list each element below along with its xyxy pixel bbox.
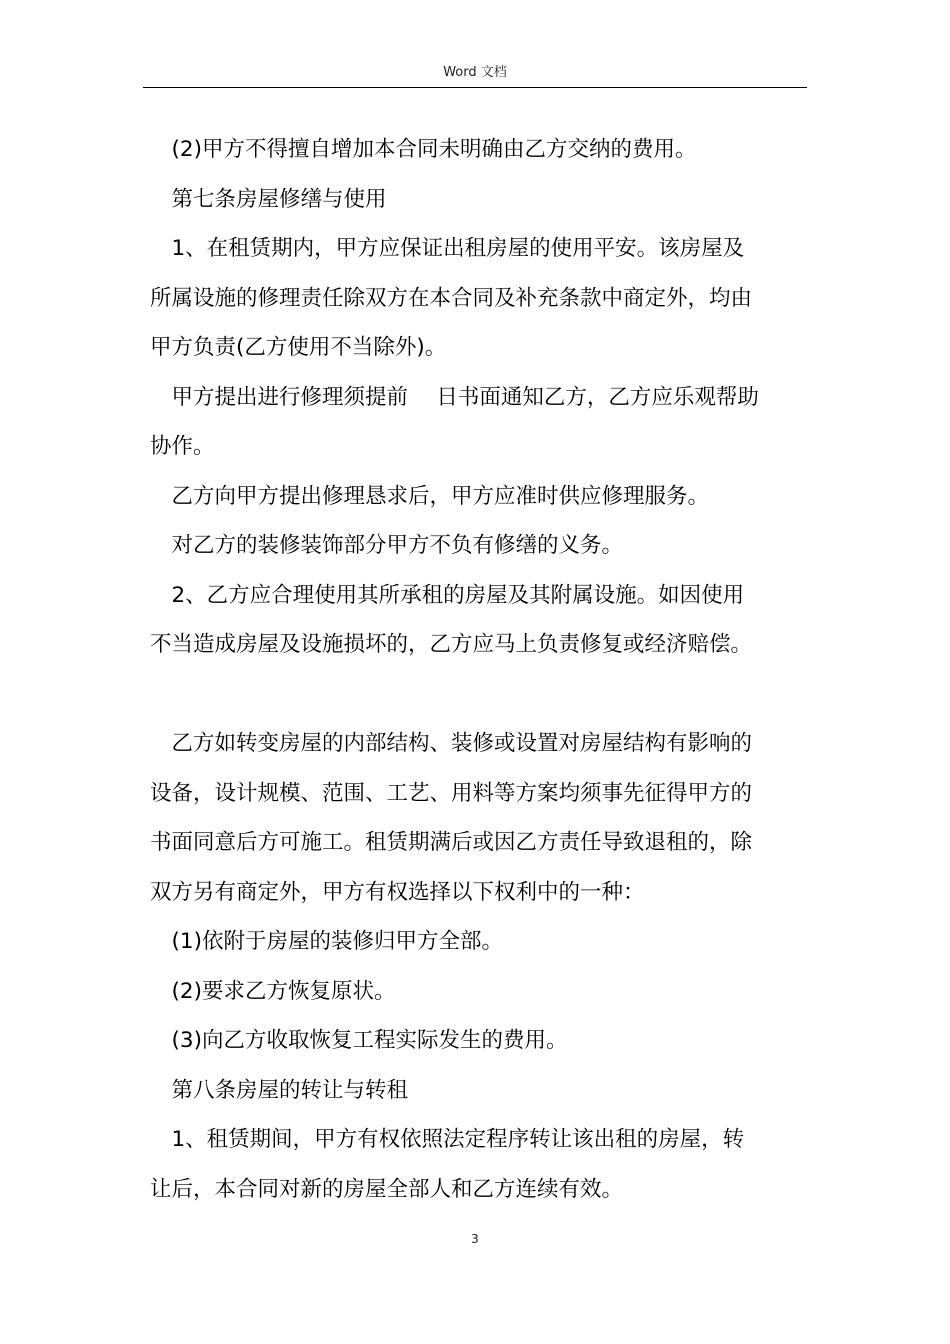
paragraph-line: 乙方向甲方提出修理恳求后，甲方应准时供应修理服务。 [150,483,710,509]
section-heading: 第八条房屋的转让与转租 [150,1077,409,1103]
paragraph-line: 设备，设计规模、范围、工艺、用料等方案均须事先征得甲方的 [150,780,753,806]
paragraph-line: 2、乙方应合理使用其所承租的房屋及其附属设施。如因使用 [150,582,745,608]
list-item: (1)依附于房屋的装修归甲方全部。 [150,929,503,954]
paragraph-line: 双方另有商定外，甲方有权选择以下权利中的一种： [150,879,645,905]
paragraph-line: 甲方负责(乙方使用不当除外)。 [150,335,447,360]
paragraph-line: 乙方如转变房屋的内部结构、装修或设置对房屋结构有影响的 [150,731,753,756]
header-divider [143,87,807,88]
page-header: Word 文档 [443,65,507,80]
list-item: (2)要求乙方恢复原状。 [150,978,396,1004]
paragraph-line: 协作。 [150,434,215,459]
paragraph-line: (2)甲方不得擅自增加本合同未明确由乙方交纳的费用。 [150,137,697,162]
document-body [150,125,810,1214]
paragraph-line: 1、在租赁期内，甲方应保证出租房屋的使用平安。该房屋及 [150,236,745,261]
paragraph-line: 书面同意后方可施工。租赁期满后或因乙方责任导致退租的，除 [150,830,753,855]
blank-line [150,670,810,720]
paragraph-line: 不当造成房屋及设施损坏的，乙方应马上负责修复或经济赔偿。 [150,632,753,657]
paragraph-line: 让后，本合同对新的房屋全部人和乙方连续有效。 [150,1176,624,1202]
section-heading: 第七条房屋修缮与使用 [150,186,387,212]
paragraph-line: 所属设施的修理责任除双方在本合同及补充条款中商定外，均由 [150,285,753,311]
paragraph-line: 1、租赁期间，甲方有权依照法定程序转让该出租的房屋，转 [150,1127,745,1152]
list-item: (3)向乙方收取恢复工程实际发生的费用。 [150,1028,568,1053]
paragraph-line: 甲方提出进行修理须提前 日书面通知乙方，乙方应乐观帮助 [150,384,759,410]
paragraph-line: 对乙方的装修装饰部分甲方不负有修缮的义务。 [150,533,624,558]
page-number: 3 [471,1232,479,1246]
